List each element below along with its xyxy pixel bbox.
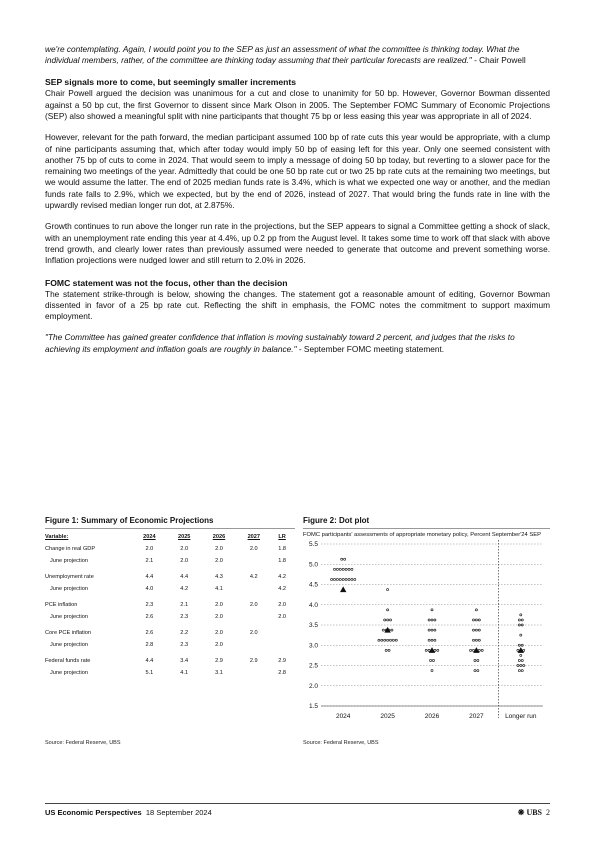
- dot: [384, 618, 386, 620]
- figure2-title: Figure 2: Dot plot: [303, 516, 370, 525]
- sep-cell: [236, 611, 271, 623]
- sep-cell: [236, 667, 271, 679]
- dot: [475, 608, 477, 610]
- table-row: [45, 651, 293, 667]
- dot: [432, 659, 434, 661]
- footer-publication: US Economic Perspectives: [45, 808, 142, 817]
- section-heading-fomc: FOMC statement was not the focus, other than the decision: [45, 277, 288, 288]
- dot: [384, 639, 386, 641]
- dot: [381, 639, 383, 641]
- dot: [474, 669, 476, 671]
- x-tick-label: 2026: [424, 712, 440, 720]
- sep-row-label: June projection: [50, 558, 88, 564]
- sep-row-label: June projection: [50, 670, 88, 676]
- dot: [518, 618, 520, 620]
- sep-cell: 4.1: [180, 670, 189, 676]
- sep-cell: 4.1: [215, 586, 223, 592]
- sep-cell: 2.8: [278, 670, 286, 676]
- sep-row-label: Change in real GDP: [45, 546, 96, 552]
- sep-cell: [271, 623, 293, 639]
- sep-cell: 4.0: [145, 586, 154, 592]
- dot: [520, 654, 522, 656]
- sep-cell: 4.3: [215, 574, 223, 580]
- section-heading-sep: SEP signals more to come, but seemingly smaller increments: [45, 77, 297, 88]
- sep-table-body: [45, 543, 293, 679]
- dot: [342, 568, 344, 570]
- sep-row-label: Federal funds rate: [45, 658, 91, 664]
- y-tick-label: 3.5: [308, 621, 318, 629]
- dot-plot-chart: [303, 540, 550, 730]
- dot: [521, 618, 523, 620]
- y-tick-label: 4.0: [308, 601, 318, 609]
- dot: [475, 618, 477, 620]
- fomc-quote-text: "The Committee has gained greater confidence that inflation is moving sustainably toward 2 percent, and judges that the risks to achieving its employment and inflation goals are roughly in balance.": [45, 332, 515, 354]
- dot: [378, 639, 380, 641]
- sep-cell: 4.2: [249, 574, 258, 580]
- sep-cell: 1.8: [278, 546, 286, 552]
- paragraph: Growth continues to run above the longer run rate in the projections, but the SEP appears to signal a Committee getting a shock of slack, with an unemployment rate ending this year at 4.4%, up 0.2 pp from the August level. It takes some time to work off that slack with above trend growth, and clearly lower rates than previously assumed were needed to generate that outcome and prevent something worse. Inflation projections were nudged lower and still return to 2.0% in 2026.: [45, 221, 550, 266]
- dot: [388, 649, 390, 651]
- dot: [428, 629, 430, 631]
- dot: [348, 578, 350, 580]
- dot: [472, 629, 474, 631]
- table-row: [45, 623, 293, 639]
- sep-header-2027: 2027: [247, 534, 261, 540]
- sep-cell: 2.0: [249, 630, 258, 636]
- dot: [389, 618, 391, 620]
- sep-cell: 2.9: [278, 658, 286, 664]
- sep-cell: 4.2: [278, 574, 286, 580]
- intro-quote-text: we're contemplating. Again, I would point you to the SEP as just an assessment of what the committee is thinking today. What the individual members, rather, of the committee are thinking today assuming that their particular forecasts are realized.": [45, 44, 520, 66]
- dot: [392, 639, 394, 641]
- dot: [428, 618, 430, 620]
- spacer: [45, 211, 550, 221]
- sep-cell: 4.4: [180, 574, 189, 580]
- table-row: [45, 611, 293, 623]
- dot: [341, 558, 343, 560]
- dot: [477, 659, 479, 661]
- dot: [474, 659, 476, 661]
- sep-cell: [236, 639, 271, 651]
- median-marker: [473, 647, 479, 653]
- sep-cell: 1.8: [278, 558, 286, 564]
- table-row: [45, 595, 293, 611]
- sep-cell: 2.8: [145, 642, 154, 648]
- dot: [437, 649, 439, 651]
- sep-cell: 4.2: [278, 586, 286, 592]
- spacer: [45, 267, 550, 277]
- dot: [336, 568, 338, 570]
- sep-cell: 2.0: [215, 614, 223, 620]
- dot: [342, 578, 344, 580]
- sep-cell: 2.1: [145, 558, 154, 564]
- dot: [434, 618, 436, 620]
- y-tick-label: 3.0: [308, 641, 318, 649]
- dot: [333, 578, 335, 580]
- sep-cell: 2.0: [145, 546, 154, 552]
- sep-cell: 2.3: [180, 642, 189, 648]
- y-tick-label: 1.5: [308, 702, 318, 710]
- dot: [518, 669, 520, 671]
- figure1: [45, 516, 295, 679]
- sep-header-variable: Variable:: [45, 534, 69, 540]
- y-tick-label: 2.5: [308, 662, 318, 670]
- sep-cell: [236, 555, 271, 567]
- chart-title: FOMC participants' assessments of appropriate monetary policy, Percent September'24 SEP: [303, 532, 541, 538]
- x-tick-label: 2025: [380, 712, 395, 720]
- dot: [344, 558, 346, 560]
- dot: [431, 608, 433, 610]
- sep-cell: 2.0: [180, 558, 189, 564]
- dot: [431, 618, 433, 620]
- dot: [478, 618, 480, 620]
- dot: [351, 578, 353, 580]
- y-tick-label: 5.0: [308, 560, 318, 568]
- sep-cell: 2.0: [180, 546, 189, 552]
- dot: [431, 669, 433, 671]
- sep-cell: 2.3: [180, 614, 189, 620]
- y-tick-label: 4.5: [308, 581, 318, 589]
- dot: [520, 613, 522, 615]
- sep-row-label: Unemployment rate: [45, 574, 94, 580]
- sep-cell: 2.0: [278, 602, 286, 608]
- dot: [477, 669, 479, 671]
- footer-date: 18 September 2024: [145, 808, 212, 817]
- sep-cell: 2.1: [180, 602, 189, 608]
- sep-row-label: PCE inflation: [45, 602, 78, 608]
- sep-header-2026: 2026: [212, 534, 226, 540]
- intro-quote: [45, 44, 550, 66]
- spacer: [45, 66, 550, 76]
- median-marker: [340, 586, 346, 592]
- sep-cell: 2.0: [215, 602, 223, 608]
- dot: [336, 578, 338, 580]
- table-row: [45, 567, 293, 583]
- dot: [387, 608, 389, 610]
- dot: [389, 639, 391, 641]
- figure2-rule: [303, 528, 550, 529]
- page-footer: [45, 803, 550, 817]
- sep-cell: 5.1: [145, 670, 154, 676]
- dot: [475, 629, 477, 631]
- spacer: [45, 322, 550, 332]
- figure1-rule: [45, 528, 295, 529]
- ubs-logo-icon: ❋: [517, 808, 525, 817]
- dot: [345, 578, 347, 580]
- sep-row-label: June projection: [50, 642, 88, 648]
- dot: [472, 639, 474, 641]
- sep-cell: 2.2: [180, 630, 189, 636]
- dot: [431, 639, 433, 641]
- dot: [434, 639, 436, 641]
- dot: [387, 618, 389, 620]
- paragraph: The statement strike-through is below, showing the changes. The statement got a reasonable amount of editing, Governor Bowman dissented in favor of a 25 bp rate cut. Reflecting the shift in emphasis, the FOMC notes the commitment to support maximum employment.: [45, 288, 550, 322]
- sep-cell: 2.0: [215, 642, 223, 648]
- sep-row-label: Core PCE inflation: [45, 630, 92, 636]
- sep-cell: 2.0: [215, 546, 223, 552]
- sep-cell: 2.9: [249, 658, 258, 664]
- table-row: [45, 543, 293, 555]
- dot: [351, 568, 353, 570]
- dot: [478, 639, 480, 641]
- median-marker: [429, 647, 435, 653]
- dot: [387, 588, 389, 590]
- figure2-source: Source: Federal Reserve, UBS: [303, 740, 379, 746]
- sep-cell: 2.0: [215, 630, 223, 636]
- dot: [431, 629, 433, 631]
- dot: [385, 649, 387, 651]
- figure2: [303, 516, 550, 730]
- figure1-source: Source: Federal Reserve, UBS: [45, 740, 121, 746]
- sep-table-header: [45, 531, 293, 543]
- footer-brand-name: UBS: [526, 808, 542, 817]
- x-tick-label: 2024: [335, 712, 351, 720]
- dot: [430, 659, 432, 661]
- dot: [382, 629, 384, 631]
- sep-cell: 2.0: [278, 614, 286, 620]
- intro-quote-attribution: - Chair Powell: [471, 55, 526, 66]
- dot: [395, 639, 397, 641]
- sep-header-lr: LR: [278, 534, 286, 540]
- dot: [481, 649, 483, 651]
- dot: [518, 659, 520, 661]
- sep-cell: 4.4: [145, 658, 154, 664]
- fomc-quote-attribution: - September FOMC meeting statement.: [296, 343, 445, 354]
- sep-table: [45, 531, 293, 679]
- paragraph: However, relevant for the path forward, the median participant assumed 100 bp of rate cuts this year would be appropriate, with a clump of nine participants assuming that, which after today would imply 50 bp of easing left for this year. Only one seemed consistent with another 75 bp of cuts to come in 2024. That would seem to imply a message of doing 50 bp today, but reverting to a slower pace for the remaining two meetings of the year. Admittedly that could be one 50 bp rate cut or two 25 bp rate cuts at the remaining two meetings, but we would assume the latter. The end of 2025 median funds rate is 3.4%, which is what we expected one way or another, and the median funds rate falls to 2.9%, which we expected, but by the end of 2026, instead of 2027. That would bring the funds rate in line with the upwardly revised median longer run dot, at 2.875%.: [45, 132, 550, 211]
- document-page: [45, 44, 550, 355]
- sep-header-2025: 2025: [177, 534, 191, 540]
- median-marker: [518, 647, 524, 653]
- dot: [331, 578, 333, 580]
- dot: [478, 629, 480, 631]
- dot: [434, 629, 436, 631]
- sep-row-label: June projection: [50, 586, 88, 592]
- dot: [333, 568, 335, 570]
- spacer: [45, 122, 550, 132]
- table-row: [45, 583, 293, 595]
- sep-cell: [236, 583, 271, 595]
- dot: [521, 669, 523, 671]
- dot: [425, 649, 427, 651]
- dot: [475, 639, 477, 641]
- fomc-statement-quote: [45, 332, 550, 354]
- sep-header-2024: 2024: [143, 534, 156, 540]
- dot: [345, 568, 347, 570]
- sep-cell: 2.0: [249, 602, 258, 608]
- sep-cell: 4.2: [180, 586, 189, 592]
- sep-cell: [271, 639, 293, 651]
- sep-cell: 2.6: [145, 630, 154, 636]
- sep-cell: 2.0: [249, 546, 258, 552]
- dot: [348, 568, 350, 570]
- y-tick-label: 5.5: [308, 540, 318, 548]
- sep-cell: 4.4: [145, 574, 154, 580]
- dot: [387, 639, 389, 641]
- sep-cell: 3.1: [215, 670, 223, 676]
- sep-row-label: June projection: [50, 614, 88, 620]
- sep-cell: 2.0: [215, 558, 223, 564]
- x-tick-label: 2027: [469, 712, 484, 720]
- table-row: [45, 667, 293, 679]
- dot: [428, 639, 430, 641]
- y-tick-label: 2.0: [308, 682, 318, 690]
- figure1-title: Figure 1: Summary of Economic Projections: [45, 516, 214, 525]
- dot: [472, 618, 474, 620]
- table-row: [45, 555, 293, 567]
- sep-cell: 2.6: [145, 614, 154, 620]
- footer-brand: [518, 808, 550, 817]
- sep-cell: 2.3: [145, 602, 154, 608]
- dot: [391, 629, 393, 631]
- dot: [520, 634, 522, 636]
- dot: [521, 659, 523, 661]
- dot: [354, 578, 356, 580]
- table-row: [45, 639, 293, 651]
- sep-cell: 2.9: [215, 658, 223, 664]
- paragraph: Chair Powell argued the decision was unanimous for a cut and close to unanimity for 50 bp. However, Governor Bowman dissented against a 50 bp cut, the first Governor to dissent since Mark Olson in 2005. The September FOMC Summary of Economic Projections (SEP) also showed a meaningful split with nine participants that thought 75 bp or less easing this year was appropriate in all of 2024.: [45, 88, 550, 121]
- sep-cell: 3.4: [180, 658, 189, 664]
- dot: [339, 578, 341, 580]
- x-tick-label: Longer run: [505, 712, 537, 720]
- dot: [470, 649, 472, 651]
- footer-page-number: 2: [546, 808, 550, 817]
- dot: [339, 568, 341, 570]
